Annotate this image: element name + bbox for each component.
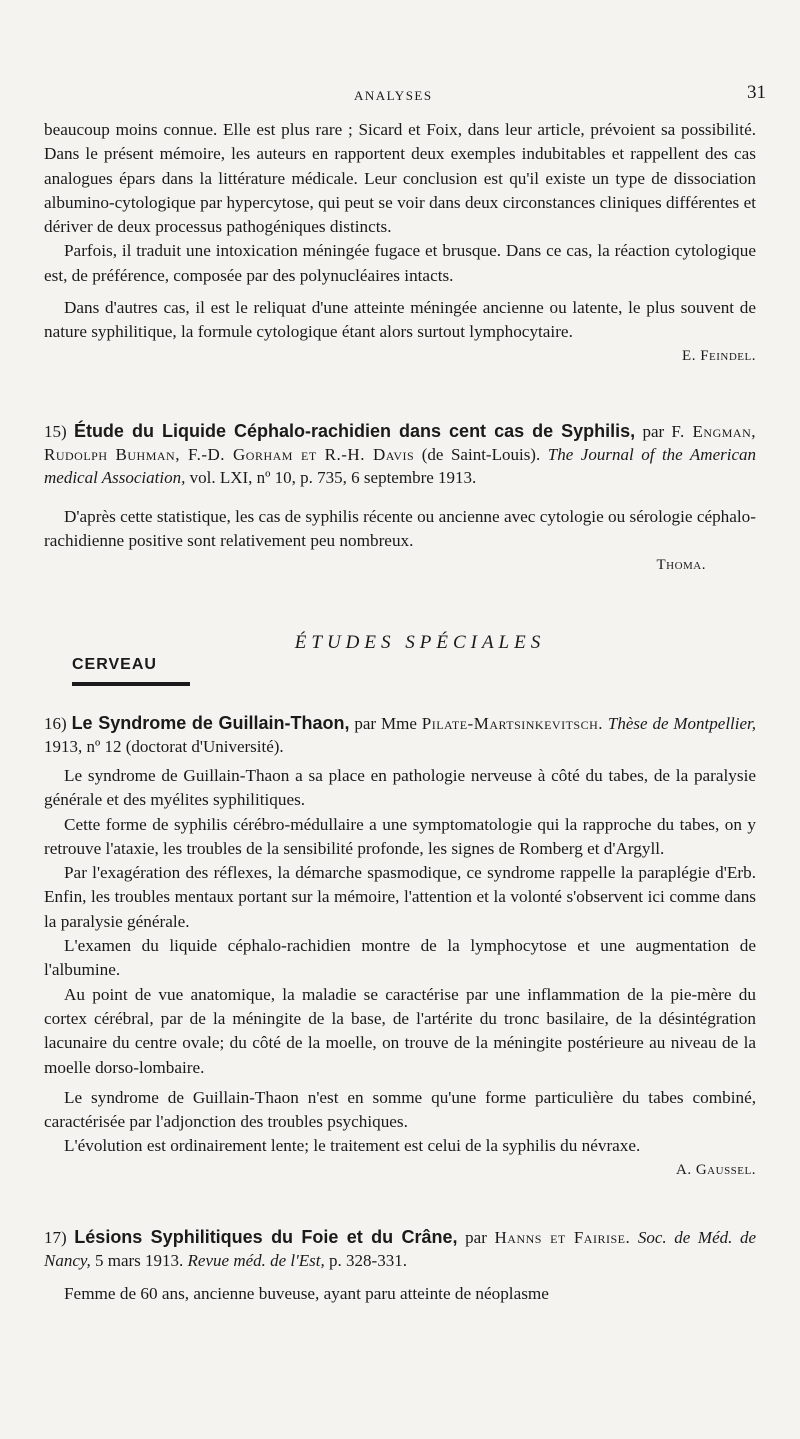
entry-17-title: Lésions Syphilitiques du Foie et du Crâne, (74, 1227, 458, 1247)
entry-16-number: 16) (44, 714, 67, 733)
intro-section (44, 118, 756, 367)
entry-16-title: Le Syndrome de Guillain-Thaon, (71, 713, 350, 733)
entry-16-paragraph-6: Le syndrome de Guillain-Thaon n'est en somme qu'une forme particulière du tabes combiné, caractérisée par l'adjonction des troubles psychiques. (44, 1087, 756, 1132)
entry-15-authors-prefix: par (642, 422, 665, 441)
entry-16-paragraph-3: Par l'exagération des réflexes, la démarche spasmodique, ce syndrome rappelle la paraplégie d'Erb. Enfin, les troubles mentaux portant sur la mémoire, l'attention et la volonté s'observent ici comme dans la paralysie générale. (44, 863, 756, 931)
intro-paragraph-1: beaucoup moins connue. Elle est plus rare ; Sicard et Foix, dans leur article, prévoient sa possibilité. Dans le présent mémoire, les auteurs en rapportent deux exemples indubitables et rappellent des cas analogues épars dans la littérature médicale. Leur conclusion est qu'il existe un type de dissociation albumino-cytologique par hypercytose, qui peut se voir dans deux circonstances cliniques différentes et dériver de deux processus pathogéniques distincts. (44, 120, 756, 237)
entry-17-number: 17) (44, 1228, 67, 1247)
entry-16-signature: A. Gaussel. (676, 1161, 756, 1178)
entry-16-heading (44, 712, 756, 758)
entry-16 (44, 712, 756, 1181)
entry-15-signature: Thoma. (656, 556, 706, 573)
entry-16-paragraph-4: L'examen du liquide céphalo-rachidien montre de la lymphocytose et une augmentation de l'albumine. (44, 936, 756, 980)
running-head: ANALYSES (354, 88, 433, 103)
entry-15-number: 15) (44, 422, 67, 441)
entry-16-paragraph-2: Cette forme de syphilis cérébro-médullaire a une symptomatologie qui la rapproche du tabes, on y retrouve l'ataxie, les troubles de la sensibilité profonde, les signes de Romberg et d'Argyll. (44, 814, 756, 858)
entry-16-paragraph-1: Le syndrome de Guillain-Thaon a sa place en pathologie nerveuse à côté du tabes, de la paralysie générale et des myélites syphilitiques. (44, 766, 756, 810)
entry-16-authors-prefix: par Mme (354, 714, 417, 733)
entry-15-title: Étude du Liquide Céphalo-rachidien dans cent cas de Syphilis, (73, 421, 636, 441)
rubric-heading: CERVEAU (72, 656, 157, 673)
entry-17-pages: p. 328-331. (329, 1251, 407, 1270)
entry-16-authors: Pilate-Martsinkevitsch. (421, 714, 604, 733)
entry-17-heading (44, 1226, 756, 1272)
entry-15-authors: F. Engman, Rudolph Buhman, F.-D. Gorham et R.-H. Davis (44, 422, 756, 464)
section-title: ÉTUDES SPÉCIALES (294, 632, 546, 653)
entry-15-authors-suffix: (de Saint-Louis). (421, 445, 541, 464)
rubric-underline (72, 682, 190, 686)
entry-17 (44, 1226, 756, 1306)
entry-15-journal: The Journal of the American medical Association, (44, 445, 757, 487)
entry-16-paragraph-5: Au point de vue anatomique, la maladie se caractérise par une inflammation de la pie-mère du cortex cérébral, par de la méningite de la base, de l'artérite du tronc basilaire, de la désintégration lacunaire du centre ovale; du côté de la moelle, on trouve de la méningite postérieure au niveau de la moelle dorso-lombaire. (44, 984, 756, 1077)
entry-16-paragraph-7: L'évolution est ordinairement lente; le traitement est celui de la syphilis du névraxe. (64, 1136, 641, 1156)
entry-16-citation: 1913, nº 12 (doctorat d'Université). (44, 737, 284, 756)
intro-paragraph-2: Parfois, il traduit une intoxication méningée fugace et brusque. Dans ce cas, la réaction cytologique est, de préférence, composée par des polynucléaires intacts. (44, 241, 756, 285)
entry-17-authors-prefix: par (465, 1228, 487, 1247)
entry-17-body: Femme de 60 ans, ancienne buveuse, ayant paru atteinte de néoplasme (64, 1284, 549, 1303)
entry-17-society: Soc. de Méd. de Nancy, (44, 1228, 757, 1270)
intro-paragraph-3: Dans d'autres cas, il est le reliquat d'une atteinte méningée ancienne ou latente, le plus souvent de nature syphilitique, la formule cytologique étant alors surtout lymphocytaire. (44, 298, 756, 342)
entry-17-journal: Revue méd. de l'Est, (187, 1251, 325, 1270)
entry-15 (44, 420, 756, 576)
intro-signature: E. Feindel. (682, 347, 756, 364)
entry-15-heading (44, 420, 756, 489)
entry-17-date: 5 mars 1913. (95, 1251, 184, 1270)
page-header (0, 82, 800, 110)
entry-17-authors: Hanns et Fairise. (494, 1228, 631, 1247)
page-number: 31 (747, 82, 766, 103)
entry-15-citation: vol. LXI, nº 10, p. 735, 6 septembre 1913. (189, 468, 477, 487)
entry-16-thesis: Thèse de Montpellier, (607, 714, 757, 733)
entry-15-body: D'après cette statistique, les cas de syphilis récente ou ancienne avec cytologie ou sérologie céphalo-rachidienne positive sont relativement peu nombreux. (44, 507, 756, 551)
